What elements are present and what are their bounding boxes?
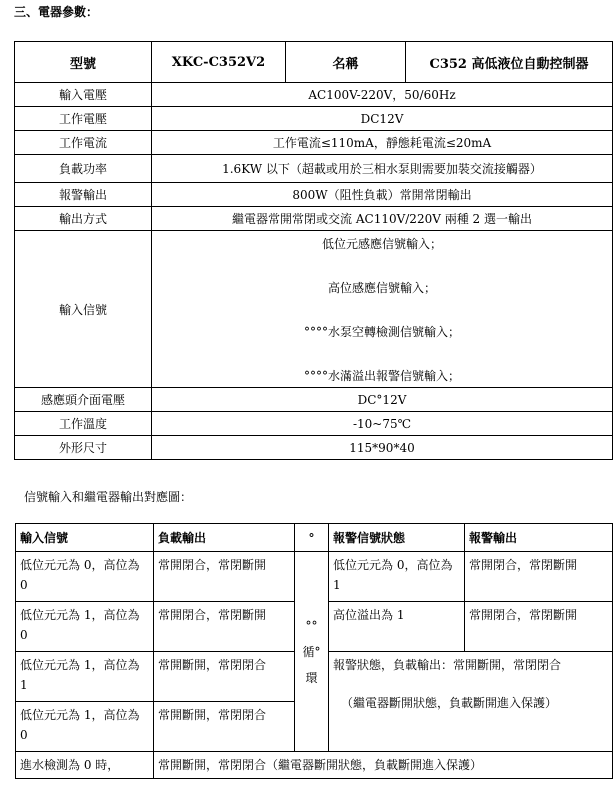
input-cell: 低位元元為 0，高位為 0 xyxy=(16,552,154,602)
spec-table xyxy=(14,41,613,460)
mapping-title: 信號輸入和繼電器輸出對應圖： xyxy=(24,490,193,504)
spec-label: 輸入信號 xyxy=(15,231,152,388)
spec-row-working-temp xyxy=(15,412,613,436)
spec-value: 115*90*40 xyxy=(152,436,613,460)
load-cell: 常開斷開，常閉閉合 xyxy=(154,702,295,752)
last-row-value: 常開斷開，常閉閉合（繼電器斷開狀態，負載斷開進入保護） xyxy=(154,752,613,779)
spec-label: 工作電流 xyxy=(15,131,152,155)
section-title: 三、電器參數： xyxy=(14,5,99,19)
load-cell: 常開閉合，常閉斷開 xyxy=(154,552,295,602)
spec-value: DC°12V xyxy=(152,388,613,412)
input-signal-list xyxy=(152,231,613,388)
spec-row-dimensions xyxy=(15,436,613,460)
input-signal-line: 低位元感應信號輸入； xyxy=(321,237,442,251)
mapping-header-row xyxy=(16,524,613,552)
name-label: 名稱 xyxy=(286,42,406,83)
spec-value: -10~75℃ xyxy=(152,412,613,436)
spec-label: 外形尺寸 xyxy=(15,436,152,460)
alarm-merged-cell xyxy=(329,652,613,752)
spec-label: 工作電壓 xyxy=(15,107,152,131)
mapping-last-row xyxy=(16,752,613,779)
cycle-cell: °°循°環 xyxy=(295,552,329,752)
spec-row-alarm-output xyxy=(15,183,613,207)
spec-value: 工作電流≤110mA，靜態耗電流≤20mA xyxy=(152,131,613,155)
header-input-signal: 輸入信號 xyxy=(16,524,154,552)
spec-value: AC100V-220V，50/60Hz xyxy=(152,83,613,107)
alarm-state-cell: 高位溢出為 1 xyxy=(329,602,465,652)
spec-label: 報警輸出 xyxy=(15,183,152,207)
model-label: 型號 xyxy=(15,42,152,83)
header-alarm-state: 報警信號狀態 xyxy=(329,524,465,552)
load-cell: 常開斷開，常閉閉合 xyxy=(154,652,295,702)
header-alarm-output: 報警輸出 xyxy=(465,524,613,552)
spec-label: 工作溫度 xyxy=(15,412,152,436)
spec-row-load-power xyxy=(15,155,613,183)
input-cell: 低位元元為 1，高位為 1 xyxy=(16,652,154,702)
input-signal-line: 高位感應信號輸入； xyxy=(327,281,436,295)
spec-value: 1.6KW 以下（超載或用於三相水泵則需要加裝交流接觸器） xyxy=(152,155,613,183)
spec-row-input-signal xyxy=(15,231,613,388)
input-signal-line: °°°°水滿溢出報警信號輸入； xyxy=(303,369,460,383)
name-value: C352 高低液位自動控制器 xyxy=(406,42,613,83)
alarm-out-cell: 常開閉合，常閉斷開 xyxy=(465,552,613,602)
spec-label: 輸出方式 xyxy=(15,207,152,231)
alarm-out-cell: 常開閉合，常閉斷開 xyxy=(465,602,613,652)
spec-header-row xyxy=(15,42,613,83)
alarm-state-cell: 低位元元為 0，高位為 1 xyxy=(329,552,465,602)
input-cell: 低位元元為 1，高位為 0 xyxy=(16,702,154,752)
input-signal-line: °°°°水泵空轉檢測信號輸入； xyxy=(303,325,460,339)
spec-row-working-current xyxy=(15,131,613,155)
mapping-table xyxy=(15,523,613,779)
spec-row-input-voltage xyxy=(15,83,613,107)
spec-value: 800W（阻性負載）常開常閉輸出 xyxy=(152,183,613,207)
spec-label: 輸入電壓 xyxy=(15,83,152,107)
alarm-merged-line: 報警狀態，負載輸出：常開斷開，常閉閉合 xyxy=(333,658,562,672)
mapping-row xyxy=(16,552,613,602)
model-value: XKC-C352V2 xyxy=(152,42,286,83)
input-cell: 進水檢測為 0 時， xyxy=(16,752,154,779)
header-load-output: 負載輸出 xyxy=(154,524,295,552)
spec-row-output-mode xyxy=(15,207,613,231)
input-cell: 低位元元為 1，高位為 0 xyxy=(16,602,154,652)
alarm-merged-line: （繼電器斷開狀態，負載斷開進入保護） xyxy=(341,696,558,710)
spec-value: 繼電器常開常閉或交流 AC110V/220V 兩種 2 選一輸出 xyxy=(152,207,613,231)
spec-label: 負載功率 xyxy=(15,155,152,183)
spec-row-working-voltage xyxy=(15,107,613,131)
header-mid: ° xyxy=(295,524,329,552)
load-cell: 常開閉合，常閉斷開 xyxy=(154,602,295,652)
spec-value: DC12V xyxy=(152,107,613,131)
spec-row-sensor-voltage xyxy=(15,388,613,412)
spec-label: 感應頭介面電壓 xyxy=(15,388,152,412)
